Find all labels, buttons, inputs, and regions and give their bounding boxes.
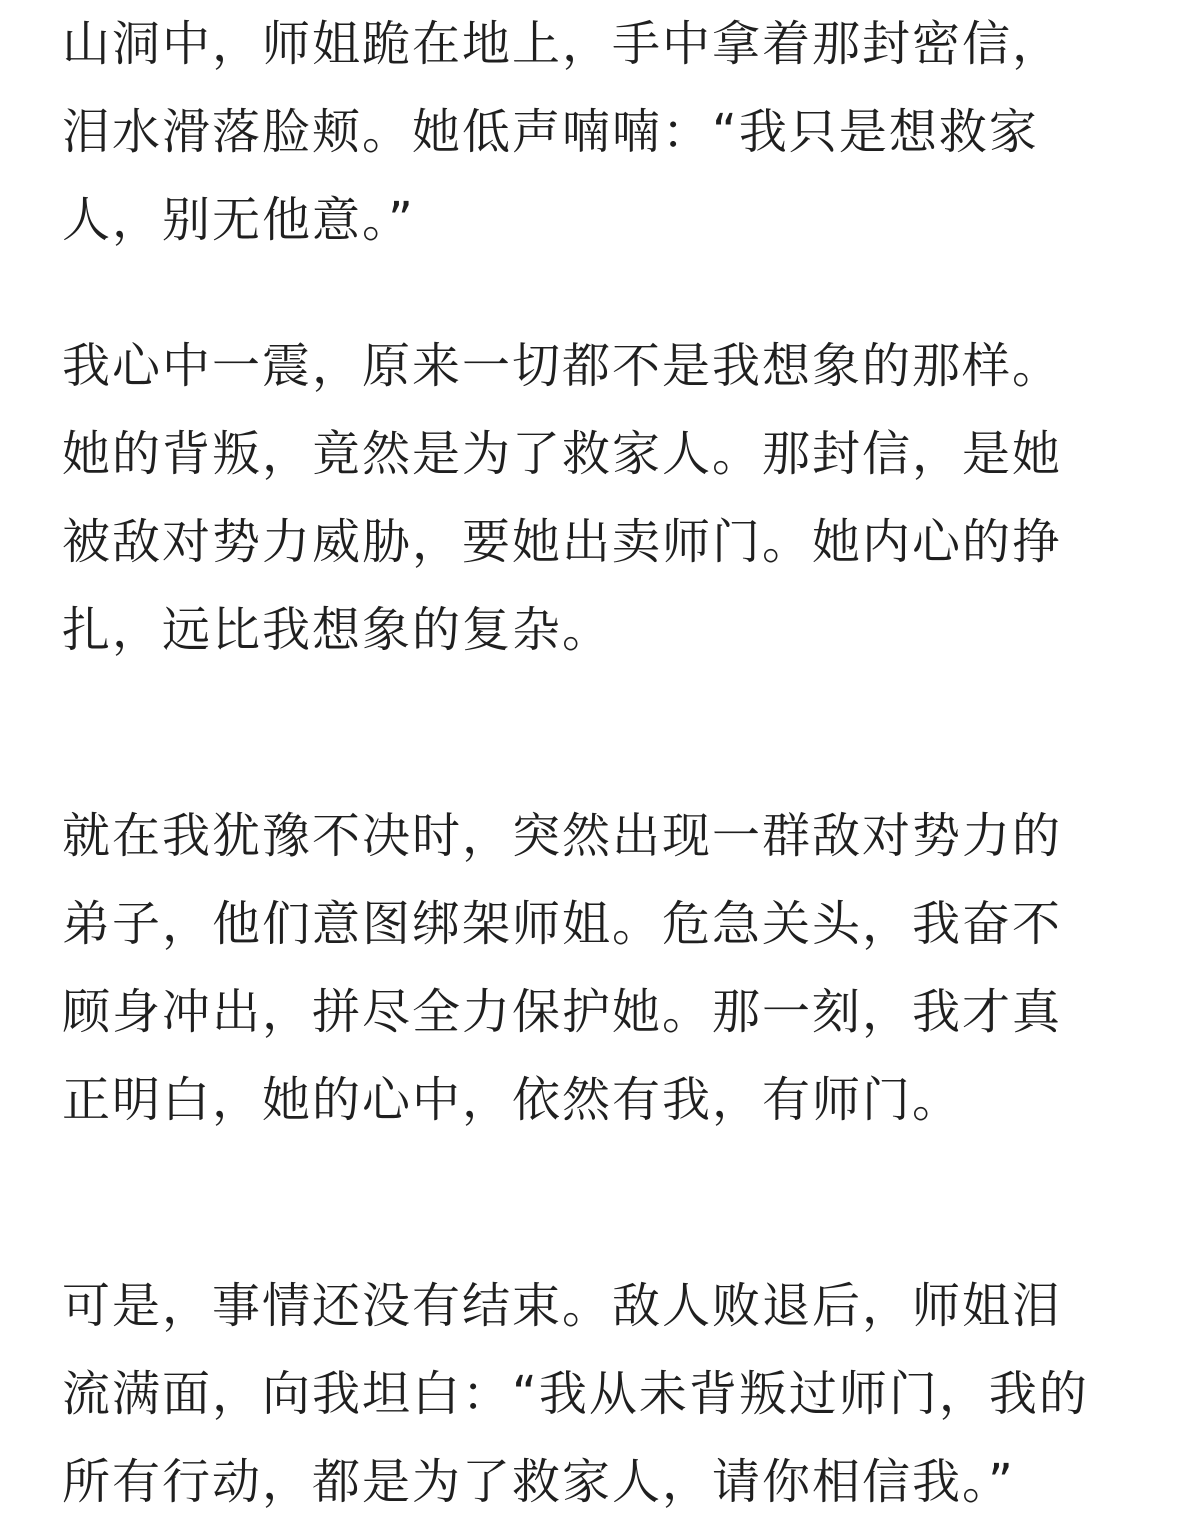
text-line: 正明白，她的心中，依然有我，有师门。 — [62, 1072, 963, 1128]
text-line: 被敌对势力威胁，要她出卖师门。她内心的挣 — [62, 514, 1063, 570]
text-line: 人，别无他意。” — [62, 192, 415, 248]
text-line: 扎，远比我想象的复杂。 — [62, 602, 613, 658]
text-line: 山洞中，师姐跪在地上，手中拿着那封密信， — [62, 16, 1063, 72]
text-line: 我心中一震，原来一切都不是我想象的那样。 — [62, 338, 1063, 394]
text-line: 所有行动，都是为了救家人，请你相信我。” — [62, 1454, 1015, 1510]
text-line: 她的背叛，竟然是为了救家人。那封信，是她 — [62, 426, 1063, 482]
text-line: 流满面，向我坦白：“我从未背叛过师门，我的 — [62, 1366, 1089, 1422]
text-line: 可是，事情还没有结束。敌人败退后，师姐泪 — [62, 1278, 1063, 1334]
paragraph-4 — [62, 1262, 1089, 1526]
text-line: 顾身冲出，拼尽全力保护她。那一刻，我才真 — [62, 984, 1063, 1040]
paragraph-3 — [62, 792, 1062, 1144]
paragraph-1 — [62, 0, 1062, 264]
text-line: 就在我犹豫不决时，突然出现一群敌对势力的 — [62, 808, 1063, 864]
text-line: 泪水滑落脸颊。她低声喃喃：“我只是想救家 — [62, 104, 1039, 160]
paragraph-2 — [62, 322, 1062, 674]
text-line: 弟子，他们意图绑架师姐。危急关头，我奋不 — [62, 896, 1063, 952]
